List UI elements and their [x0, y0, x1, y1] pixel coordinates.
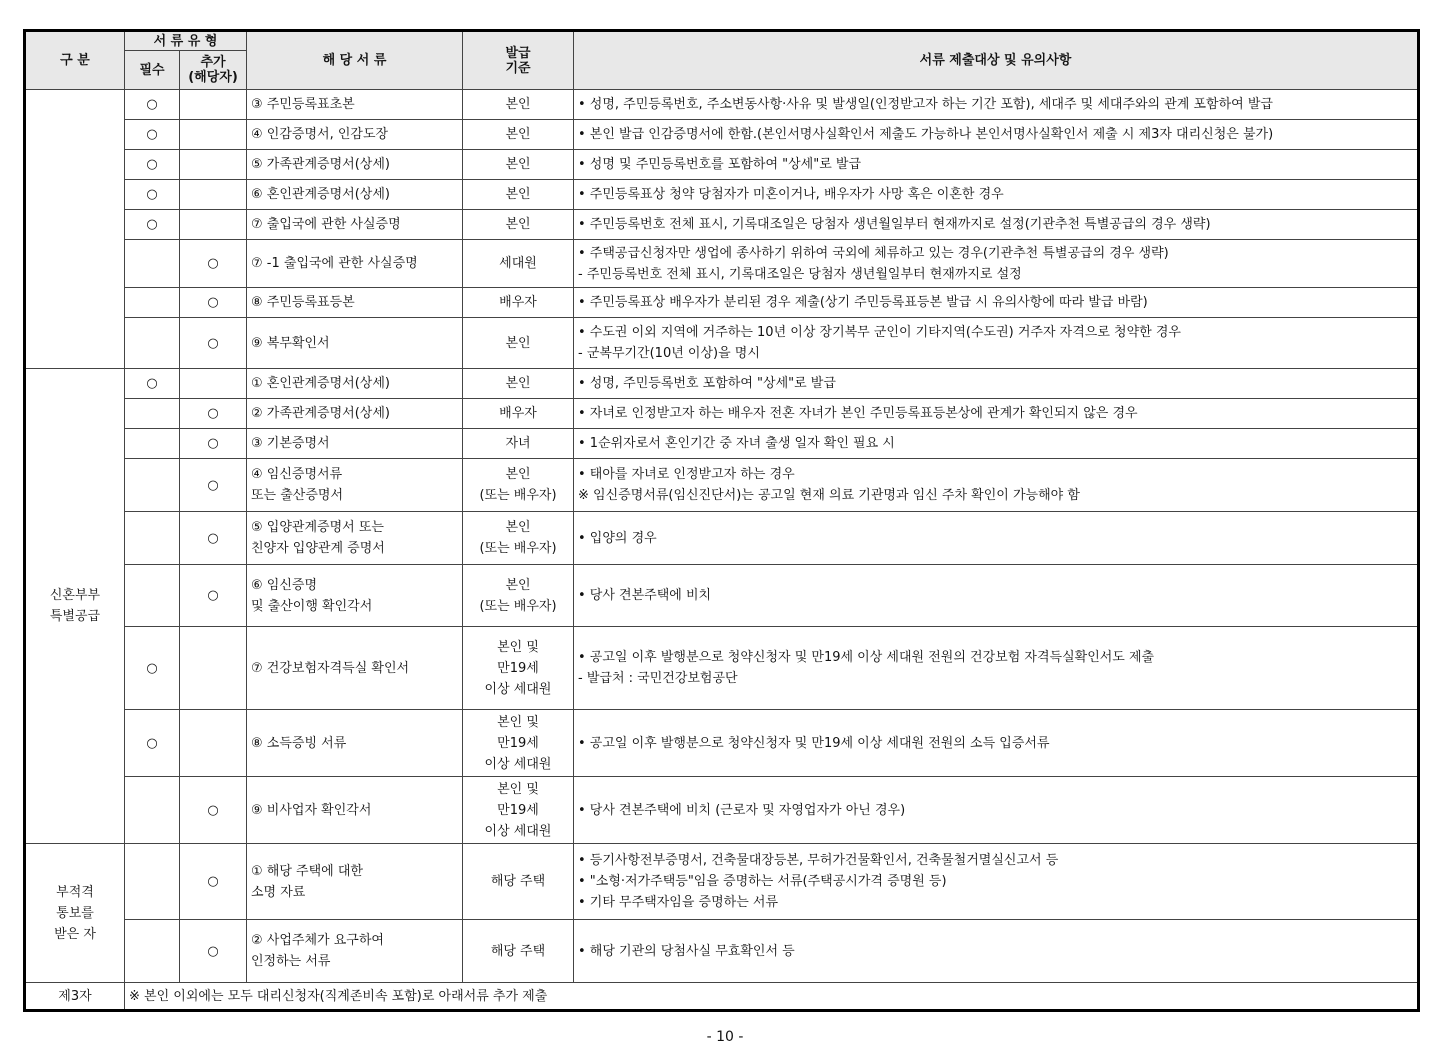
issuer-cell: 세대원 — [463, 240, 574, 288]
note-line: - 군복무기간(10년 이상)을 명시 — [578, 346, 760, 361]
category-cell: 부적격 통보를 받은 자 — [25, 844, 125, 983]
table-row — [25, 120, 1419, 150]
table-row — [25, 150, 1419, 180]
additional-mark: ○ — [180, 288, 247, 318]
notes-cell — [574, 90, 1419, 120]
table-body — [25, 90, 1419, 1011]
issuer-cell: 본인 — [463, 180, 574, 210]
notes-cell — [574, 210, 1419, 240]
required-mark — [125, 288, 180, 318]
table-row — [25, 180, 1419, 210]
required-mark: ○ — [125, 180, 180, 210]
note-line: • 주민등록번호 전체 표시, 기록대조일은 당첨자 생년월일부터 현재까지로 설정(기관추천 특별공급의 경우 생략) — [578, 217, 1211, 232]
note-line: • 주민등록표상 청약 당첨자가 미혼이거나, 배우자가 사망 혹은 이혼한 경우 — [578, 187, 1004, 202]
table-row — [25, 710, 1419, 777]
issuer-cell: 배우자 — [463, 399, 574, 429]
note-line: - 발급처 : 국민건강보험공단 — [578, 671, 738, 686]
table-row — [25, 369, 1419, 399]
required-mark — [125, 318, 180, 369]
table-row — [25, 90, 1419, 120]
header-notes: 서류 제출대상 및 유의사항 — [574, 31, 1419, 90]
additional-mark: ○ — [180, 459, 247, 512]
document-name: ③ 기본증명서 — [247, 429, 463, 459]
additional-mark: ○ — [180, 844, 247, 920]
required-mark: ○ — [125, 210, 180, 240]
notes-cell — [574, 180, 1419, 210]
document-name: ② 사업주체가 요구하여 인정하는 서류 — [247, 920, 463, 983]
additional-mark — [180, 627, 247, 710]
document-name: ⑤ 가족관계증명서(상세) — [247, 150, 463, 180]
table-row — [25, 240, 1419, 288]
table-row — [25, 318, 1419, 369]
header-issuer: 발급 기준 — [463, 31, 574, 90]
table-row — [25, 565, 1419, 627]
document-requirements-table — [23, 29, 1420, 1012]
table-row — [25, 459, 1419, 512]
note-line: ※ 임신증명서류(임신진단서)는 공고일 현재 의료 기관명과 임신 주차 확인이 가능해야 함 — [578, 488, 1080, 503]
table-row — [25, 399, 1419, 429]
additional-mark: ○ — [180, 777, 247, 844]
table-row — [25, 920, 1419, 983]
header-document: 해 당 서 류 — [247, 31, 463, 90]
document-name: ⑤ 입양관계증명서 또는 친양자 입양관계 증명서 — [247, 512, 463, 565]
header-category: 구 분 — [25, 31, 125, 90]
note-line: • 당사 견본주택에 비치 — [578, 588, 712, 603]
required-mark — [125, 240, 180, 288]
additional-mark — [180, 150, 247, 180]
issuer-cell: 해당 주택 — [463, 920, 574, 983]
note-line: • 주민등록표상 배우자가 분리된 경우 제출(상기 주민등록표등본 발급 시 유의사항에 따라 발급 바람) — [578, 295, 1148, 310]
notes-cell — [574, 240, 1419, 288]
additional-mark — [180, 180, 247, 210]
document-name: ④ 인감증명서, 인감도장 — [247, 120, 463, 150]
document-name: ⑥ 혼인관계증명서(상세) — [247, 180, 463, 210]
notes-cell — [574, 777, 1419, 844]
additional-mark — [180, 210, 247, 240]
issuer-cell: 본인 — [463, 90, 574, 120]
additional-mark: ○ — [180, 240, 247, 288]
table-row — [25, 627, 1419, 710]
additional-mark: ○ — [180, 399, 247, 429]
page-number: - 10 - — [706, 1029, 744, 1045]
document-name: ⑥ 임신증명 및 출산이행 확인각서 — [247, 565, 463, 627]
required-mark — [125, 565, 180, 627]
note-line: • 등기사항전부증명서, 건축물대장등본, 무허가건물확인서, 건축물철거멸실신고서 등 — [578, 853, 1059, 868]
issuer-cell: 본인 (또는 배우자) — [463, 459, 574, 512]
additional-mark — [180, 90, 247, 120]
issuer-cell: 본인 (또는 배우자) — [463, 565, 574, 627]
document-name: ⑦ 출입국에 관한 사실증명 — [247, 210, 463, 240]
notes-cell — [574, 429, 1419, 459]
document-name: ⑦ 건강보험자격득실 확인서 — [247, 627, 463, 710]
notes-cell — [574, 844, 1419, 920]
required-mark: ○ — [125, 90, 180, 120]
note-line: • 주택공급신청자만 생업에 종사하기 위하여 국외에 체류하고 있는 경우(기관추천 특별공급의 경우 생략) — [578, 245, 1169, 261]
notes-cell — [574, 120, 1419, 150]
required-mark — [125, 777, 180, 844]
notes-cell — [574, 459, 1419, 512]
notes-cell — [574, 288, 1419, 318]
header-required: 필수 — [125, 51, 180, 90]
note-line: • 태아를 자녀로 인정받고자 하는 경우 — [578, 467, 795, 482]
header-additional: 추가 (해당자) — [180, 51, 247, 90]
additional-mark — [180, 120, 247, 150]
notes-cell — [574, 512, 1419, 565]
notes-cell — [574, 627, 1419, 710]
note-line: • 수도권 이외 지역에 거주하는 10년 이상 장기복무 군인이 기타지역(수도권) 거주자 자격으로 청약한 경우 — [578, 325, 1181, 340]
third-party-note: ※ 본인 이외에는 모두 대리신청자(직계존비속 포함)로 아래서류 추가 제출 — [125, 983, 1419, 1011]
required-mark — [125, 429, 180, 459]
table-row — [25, 429, 1419, 459]
issuer-cell: 본인 — [463, 150, 574, 180]
header-doc-type: 서 류 유 형 — [125, 31, 247, 51]
notes-cell — [574, 565, 1419, 627]
table-row — [25, 512, 1419, 565]
note-line: • 당사 견본주택에 비치 (근로자 및 자영업자가 아닌 경우) — [578, 802, 906, 818]
issuer-cell: 본인 — [463, 210, 574, 240]
document-name: ② 가족관계증명서(상세) — [247, 399, 463, 429]
note-line: • 성명 및 주민등록번호를 포함하여 "상세"로 발급 — [578, 157, 862, 172]
note-line: - 주민등록번호 전체 표시, 기록대조일은 당첨자 생년월일부터 현재까지로 설정 — [578, 266, 1022, 282]
issuer-cell: 본인 — [463, 369, 574, 399]
table-row — [25, 777, 1419, 844]
table-row-third-party — [25, 983, 1419, 1011]
issuer-cell: 배우자 — [463, 288, 574, 318]
required-mark — [125, 844, 180, 920]
issuer-cell: 본인 (또는 배우자) — [463, 512, 574, 565]
additional-mark — [180, 710, 247, 777]
issuer-cell: 본인 및 만19세 이상 세대원 — [463, 777, 574, 844]
notes-cell — [574, 150, 1419, 180]
issuer-cell: 본인 및 만19세 이상 세대원 — [463, 627, 574, 710]
note-line: • 성명, 주민등록번호, 주소변동사항·사유 및 발생일(인정받고자 하는 기간 포함), 세대주 및 세대주와의 관계 포함하여 발급 — [578, 97, 1273, 112]
additional-mark: ○ — [180, 920, 247, 983]
issuer-cell: 본인 및 만19세 이상 세대원 — [463, 710, 574, 777]
notes-cell — [574, 399, 1419, 429]
required-mark: ○ — [125, 120, 180, 150]
required-mark: ○ — [125, 369, 180, 399]
table-row — [25, 210, 1419, 240]
required-mark: ○ — [125, 150, 180, 180]
document-name: ③ 주민등록표초본 — [247, 90, 463, 120]
additional-mark: ○ — [180, 512, 247, 565]
additional-mark — [180, 369, 247, 399]
note-line: • 해당 기관의 당첨사실 무효확인서 등 — [578, 943, 795, 959]
table-header — [25, 31, 1419, 90]
issuer-cell: 본인 — [463, 120, 574, 150]
category-cell: 신혼부부 특별공급 — [25, 369, 125, 844]
note-line: • 1순위자로서 혼인기간 중 자녀 출생 일자 확인 필요 시 — [578, 436, 895, 451]
required-mark — [125, 920, 180, 983]
document-name: ⑧ 주민등록표등본 — [247, 288, 463, 318]
note-line: • 입양의 경우 — [578, 530, 657, 546]
required-mark: ○ — [125, 710, 180, 777]
note-line: • 자녀로 인정받고자 하는 배우자 전혼 자녀가 본인 주민등록표등본상에 관계가 확인되지 않은 경우 — [578, 406, 1138, 421]
issuer-cell: 자녀 — [463, 429, 574, 459]
note-line: • 공고일 이후 발행분으로 청약신청자 및 만19세 이상 세대원 전원의 건강보험 자격득실확인서도 제출 — [578, 650, 1155, 665]
notes-cell — [574, 369, 1419, 399]
note-line: • 본인 발급 인감증명서에 한함.(본인서명사실확인서 제출도 가능하나 본인서명사실확인서 제출 시 제3자 대리신청은 불가) — [578, 127, 1274, 142]
category-cell — [25, 90, 125, 369]
additional-mark: ○ — [180, 429, 247, 459]
note-line: • 기타 무주택자임을 증명하는 서류 — [578, 895, 779, 910]
table-row — [25, 288, 1419, 318]
document-name: ① 해당 주택에 대한 소명 자료 — [247, 844, 463, 920]
required-mark — [125, 399, 180, 429]
note-line: • 공고일 이후 발행분으로 청약신청자 및 만19세 이상 세대원 전원의 소득 입증서류 — [578, 735, 1050, 751]
document-name: ① 혼인관계증명서(상세) — [247, 369, 463, 399]
document-name: ④ 임신증명서류 또는 출산증명서 — [247, 459, 463, 512]
required-mark: ○ — [125, 627, 180, 710]
third-party-category: 제3자 — [25, 983, 125, 1011]
document-name: ⑨ 비사업자 확인각서 — [247, 777, 463, 844]
document-name: ⑨ 복무확인서 — [247, 318, 463, 369]
additional-mark: ○ — [180, 318, 247, 369]
note-line: • 성명, 주민등록번호 포함하여 "상세"로 발급 — [578, 376, 836, 391]
document-name: ⑧ 소득증빙 서류 — [247, 710, 463, 777]
notes-cell — [574, 920, 1419, 983]
table-row — [25, 844, 1419, 920]
required-mark — [125, 512, 180, 565]
note-line: • "소형·저가주택등"임을 증명하는 서류(주택공시가격 증명원 등) — [578, 874, 947, 889]
notes-cell — [574, 710, 1419, 777]
notes-cell — [574, 318, 1419, 369]
issuer-cell: 해당 주택 — [463, 844, 574, 920]
document-name: ⑦ -1 출입국에 관한 사실증명 — [247, 240, 463, 288]
required-mark — [125, 459, 180, 512]
additional-mark: ○ — [180, 565, 247, 627]
issuer-cell: 본인 — [463, 318, 574, 369]
